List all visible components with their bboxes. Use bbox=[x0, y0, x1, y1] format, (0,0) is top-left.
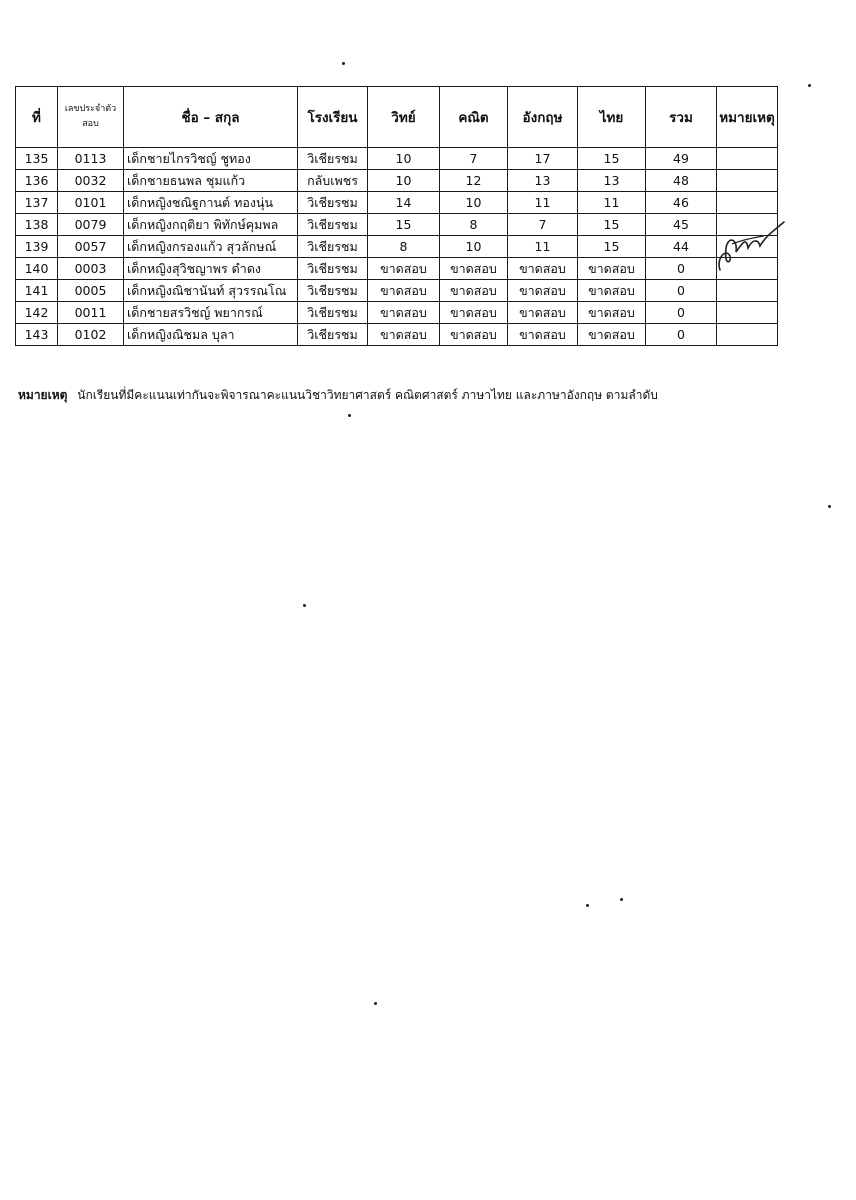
cell-science: 10 bbox=[368, 148, 440, 170]
cell-exam-id: 0003 bbox=[58, 258, 124, 280]
cell-exam-id: 0102 bbox=[58, 324, 124, 346]
cell-thai: ขาดสอบ bbox=[578, 302, 646, 324]
header-math: คณิต bbox=[440, 87, 508, 148]
cell-english: 7 bbox=[508, 214, 578, 236]
cell-name: เด็กชายธนพล ชุมแก้ว bbox=[124, 170, 298, 192]
cell-remark bbox=[717, 324, 778, 346]
cell-math: ขาดสอบ bbox=[440, 258, 508, 280]
score-table bbox=[15, 86, 778, 346]
scan-speck bbox=[342, 62, 345, 65]
cell-science: 15 bbox=[368, 214, 440, 236]
table-header-row bbox=[16, 87, 778, 148]
header-no: ที่ bbox=[16, 87, 58, 148]
cell-thai: 11 bbox=[578, 192, 646, 214]
cell-english: ขาดสอบ bbox=[508, 302, 578, 324]
table-row bbox=[16, 170, 778, 192]
cell-total: 0 bbox=[646, 302, 717, 324]
cell-english: ขาดสอบ bbox=[508, 280, 578, 302]
cell-name: เด็กชายสรวิชญ์ พยากรณ์ bbox=[124, 302, 298, 324]
table-row bbox=[16, 280, 778, 302]
cell-math: ขาดสอบ bbox=[440, 324, 508, 346]
table-row bbox=[16, 302, 778, 324]
table-row bbox=[16, 324, 778, 346]
cell-no: 138 bbox=[16, 214, 58, 236]
cell-name: เด็กหญิงสุวิชญาพร ดำดง bbox=[124, 258, 298, 280]
cell-total: 48 bbox=[646, 170, 717, 192]
cell-remark bbox=[717, 148, 778, 170]
cell-math: 7 bbox=[440, 148, 508, 170]
footnote-text: นักเรียนที่มีคะแนนเท่ากันจะพิจารณาคะแนนวิชาวิทยาศาสตร์ คณิตศาสตร์ ภาษาไทย และภาษาอังกฤษ ตามลำดับ bbox=[77, 388, 658, 402]
cell-school: วิเชียรชม bbox=[298, 214, 368, 236]
footnote bbox=[18, 386, 848, 405]
table-row bbox=[16, 236, 778, 258]
cell-no: 141 bbox=[16, 280, 58, 302]
cell-exam-id: 0005 bbox=[58, 280, 124, 302]
header-exam-id bbox=[58, 87, 124, 148]
cell-english: ขาดสอบ bbox=[508, 258, 578, 280]
cell-name: เด็กหญิงณิชานันท์ สุวรรณโณ bbox=[124, 280, 298, 302]
cell-name: เด็กชายไกรวิชญ์ ชูทอง bbox=[124, 148, 298, 170]
cell-science: 10 bbox=[368, 170, 440, 192]
cell-remark bbox=[717, 170, 778, 192]
cell-thai: 15 bbox=[578, 236, 646, 258]
scan-speck bbox=[348, 414, 351, 417]
cell-total: 44 bbox=[646, 236, 717, 258]
header-total: รวม bbox=[646, 87, 717, 148]
cell-science: 8 bbox=[368, 236, 440, 258]
cell-exam-id: 0079 bbox=[58, 214, 124, 236]
header-remark: หมายเหตุ bbox=[717, 87, 778, 148]
cell-math: 10 bbox=[440, 236, 508, 258]
cell-exam-id: 0113 bbox=[58, 148, 124, 170]
cell-no: 135 bbox=[16, 148, 58, 170]
cell-no: 142 bbox=[16, 302, 58, 324]
cell-school: วิเชียรชม bbox=[298, 236, 368, 258]
cell-science: ขาดสอบ bbox=[368, 280, 440, 302]
header-exam-id-line1: เลขประจำตัว bbox=[64, 104, 117, 114]
cell-english: 11 bbox=[508, 236, 578, 258]
cell-exam-id: 0057 bbox=[58, 236, 124, 258]
cell-no: 140 bbox=[16, 258, 58, 280]
cell-total: 49 bbox=[646, 148, 717, 170]
cell-school: กลับเพชร bbox=[298, 170, 368, 192]
cell-school: วิเชียรชม bbox=[298, 148, 368, 170]
cell-science: 14 bbox=[368, 192, 440, 214]
cell-school: วิเชียรชม bbox=[298, 280, 368, 302]
cell-total: 45 bbox=[646, 214, 717, 236]
cell-math: 8 bbox=[440, 214, 508, 236]
cell-thai: 15 bbox=[578, 148, 646, 170]
cell-no: 139 bbox=[16, 236, 58, 258]
cell-english: 11 bbox=[508, 192, 578, 214]
table-row bbox=[16, 148, 778, 170]
table-row bbox=[16, 214, 778, 236]
scan-speck bbox=[303, 604, 306, 607]
cell-remark bbox=[717, 192, 778, 214]
cell-name: เด็กหญิงกรองแก้ว สุวลักษณ์ bbox=[124, 236, 298, 258]
cell-school: วิเชียรชม bbox=[298, 324, 368, 346]
cell-name: เด็กหญิงณิชมล บุลา bbox=[124, 324, 298, 346]
cell-school: วิเชียรชม bbox=[298, 258, 368, 280]
cell-science: ขาดสอบ bbox=[368, 302, 440, 324]
cell-english: 17 bbox=[508, 148, 578, 170]
cell-name: เด็กหญิงชณิฐกานต์ ทองนุ่น bbox=[124, 192, 298, 214]
cell-english: ขาดสอบ bbox=[508, 324, 578, 346]
scan-speck bbox=[586, 904, 589, 907]
cell-school: วิเชียรชม bbox=[298, 192, 368, 214]
cell-exam-id: 0011 bbox=[58, 302, 124, 324]
cell-science: ขาดสอบ bbox=[368, 324, 440, 346]
cell-thai: ขาดสอบ bbox=[578, 258, 646, 280]
header-thai: ไทย bbox=[578, 87, 646, 148]
cell-remark bbox=[717, 280, 778, 302]
cell-no: 143 bbox=[16, 324, 58, 346]
header-school: โรงเรียน bbox=[298, 87, 368, 148]
cell-thai: 15 bbox=[578, 214, 646, 236]
table-row bbox=[16, 258, 778, 280]
cell-thai: ขาดสอบ bbox=[578, 324, 646, 346]
cell-total: 0 bbox=[646, 280, 717, 302]
cell-math: ขาดสอบ bbox=[440, 302, 508, 324]
handwritten-signature bbox=[712, 218, 790, 278]
scan-speck bbox=[374, 1002, 377, 1005]
cell-no: 136 bbox=[16, 170, 58, 192]
cell-remark bbox=[717, 302, 778, 324]
header-science: วิทย์ bbox=[368, 87, 440, 148]
cell-thai: ขาดสอบ bbox=[578, 280, 646, 302]
scan-speck bbox=[620, 898, 623, 901]
cell-exam-id: 0032 bbox=[58, 170, 124, 192]
table-row bbox=[16, 192, 778, 214]
cell-english: 13 bbox=[508, 170, 578, 192]
scan-speck bbox=[808, 84, 811, 87]
header-name: ชื่อ – สกุล bbox=[124, 87, 298, 148]
cell-no: 137 bbox=[16, 192, 58, 214]
footnote-label: หมายเหตุ bbox=[18, 388, 68, 402]
cell-thai: 13 bbox=[578, 170, 646, 192]
cell-total: 0 bbox=[646, 324, 717, 346]
cell-math: 10 bbox=[440, 192, 508, 214]
cell-name: เด็กหญิงกฤติยา พิทักษ์คุมพล bbox=[124, 214, 298, 236]
cell-math: 12 bbox=[440, 170, 508, 192]
scan-speck bbox=[828, 505, 831, 508]
cell-total: 0 bbox=[646, 258, 717, 280]
header-english: อังกฤษ bbox=[508, 87, 578, 148]
cell-math: ขาดสอบ bbox=[440, 280, 508, 302]
cell-exam-id: 0101 bbox=[58, 192, 124, 214]
cell-school: วิเชียรชม bbox=[298, 302, 368, 324]
header-exam-id-line2: สอบ bbox=[82, 119, 99, 129]
cell-total: 46 bbox=[646, 192, 717, 214]
cell-science: ขาดสอบ bbox=[368, 258, 440, 280]
